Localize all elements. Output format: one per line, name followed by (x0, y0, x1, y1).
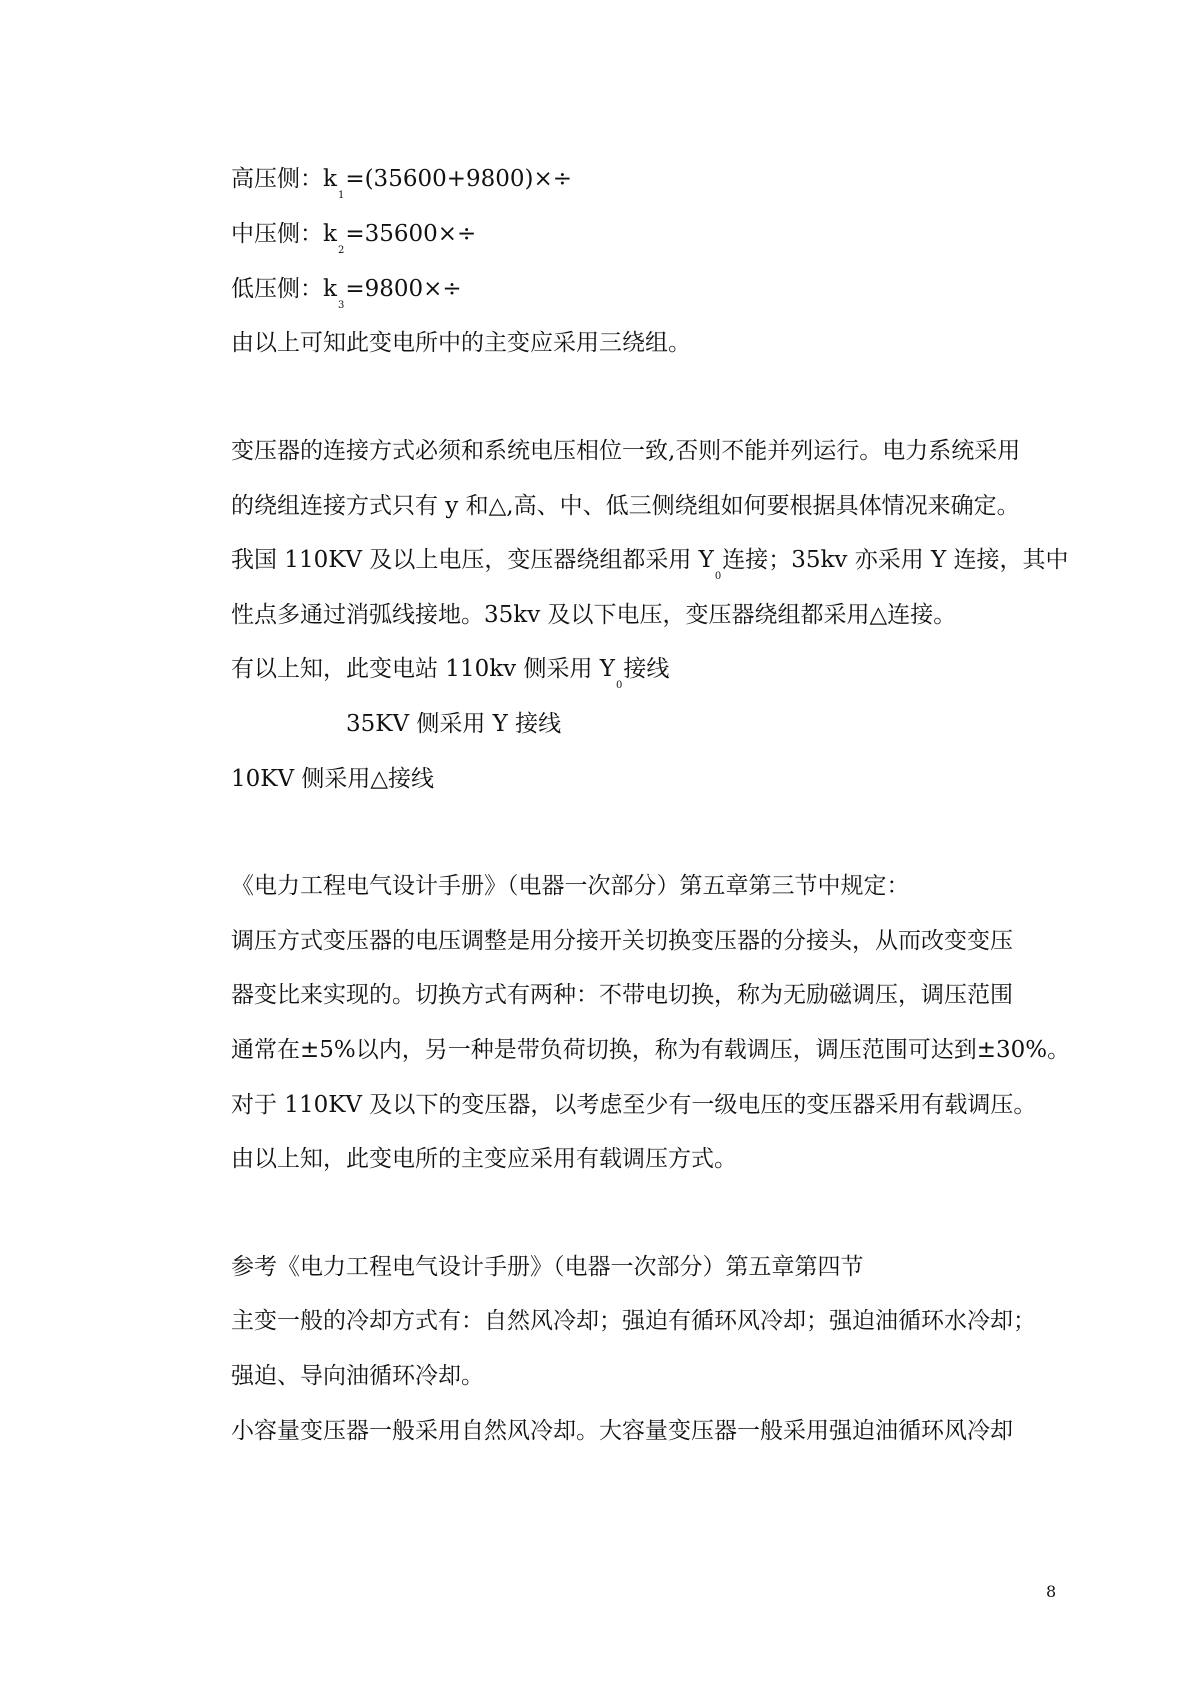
paragraph-line: 通常在±5%以内，另一种是带负荷切换，称为有载调压，调压范围可达到±30%。 (231, 1037, 1071, 1063)
formula-label: 中压侧： (231, 221, 323, 247)
conclusion-three-winding: 由以上可知此变电所中的主变应采用三绕组。 (231, 330, 691, 356)
formula-subscript: 3 (337, 300, 345, 311)
page-number: 8 (1046, 1582, 1057, 1601)
paragraph-line: 强迫、导向油循环冷却。 (231, 1363, 484, 1389)
formula-high-voltage (231, 164, 573, 201)
formula-var: k (323, 276, 337, 302)
paragraph-line: 性点多通过消弧线接地。35kv 及以下电压，变压器绕组都采用△连接。 (231, 602, 957, 628)
paragraph-line: 器变比来实现的。切换方式有两种：不带电切换，称为无励磁调压，调压范围 (231, 982, 1013, 1008)
paragraph-line: 参考《电力工程电气设计手册》（电器一次部分）第五章第四节 (231, 1254, 864, 1280)
formula-subscript: 2 (337, 245, 345, 256)
paragraph-line: 变压器的连接方式必须和系统电压相位一致,否则不能并列运行。电力系统采用 (231, 438, 1021, 464)
formula-expr: =(35600+9800)×÷ (345, 166, 573, 192)
formula-subscript: 1 (337, 190, 345, 201)
formula-label: 低压侧： (231, 276, 323, 302)
paragraph-line (231, 545, 1069, 582)
paragraph-line: 对于 110KV 及以下的变压器，以考虑至少有一级电压的变压器采用有载调压。 (231, 1092, 1037, 1118)
formula-mid-voltage (231, 219, 477, 256)
formula-low-voltage (231, 274, 462, 311)
paragraph-line (231, 654, 670, 691)
paragraph-line: 《电力工程电气设计手册》（电器一次部分）第五章第三节中规定： (231, 873, 910, 899)
paragraph-line: 调压方式变压器的电压调整是用分接开关切换变压器的分接头，从而改变变压 (231, 928, 1013, 954)
formula-label: 高压侧： (231, 166, 323, 192)
paragraph-line: 的绕组连接方式只有 y 和△,高、中、低三侧绕组如何要根据具体情况来确定。 (231, 493, 1020, 519)
paragraph-line: 35KV 侧采用 Y 接线 (346, 711, 562, 737)
subscript: 0 (615, 680, 623, 691)
paragraph-line: 由以上知，此变电所的主变应采用有载调压方式。 (231, 1146, 737, 1172)
text-segment: 有以上知，此变电站 110kv 侧采用 Y (231, 656, 615, 682)
paragraph-line: 小容量变压器一般采用自然风冷却。大容量变压器一般采用强迫油循环风冷却 (231, 1418, 1013, 1444)
formula-expr: =9800×÷ (345, 276, 462, 302)
text-segment: 接线 (623, 656, 670, 682)
formula-var: k (323, 221, 337, 247)
formula-expr: =35600×÷ (345, 221, 477, 247)
formula-var: k (323, 166, 337, 192)
paragraph-line: 10KV 侧采用△接线 (231, 766, 435, 792)
text-segment: 连接；35kv 亦采用 Y 连接，其中 (722, 547, 1069, 573)
paragraph-line: 主变一般的冷却方式有：自然风冷却；强迫有循环风冷却；强迫油循环水冷却； (231, 1308, 1036, 1334)
text-segment: 我国 110KV 及以上电压，变压器绕组都采用 Y (231, 547, 714, 573)
subscript: 0 (714, 571, 722, 582)
